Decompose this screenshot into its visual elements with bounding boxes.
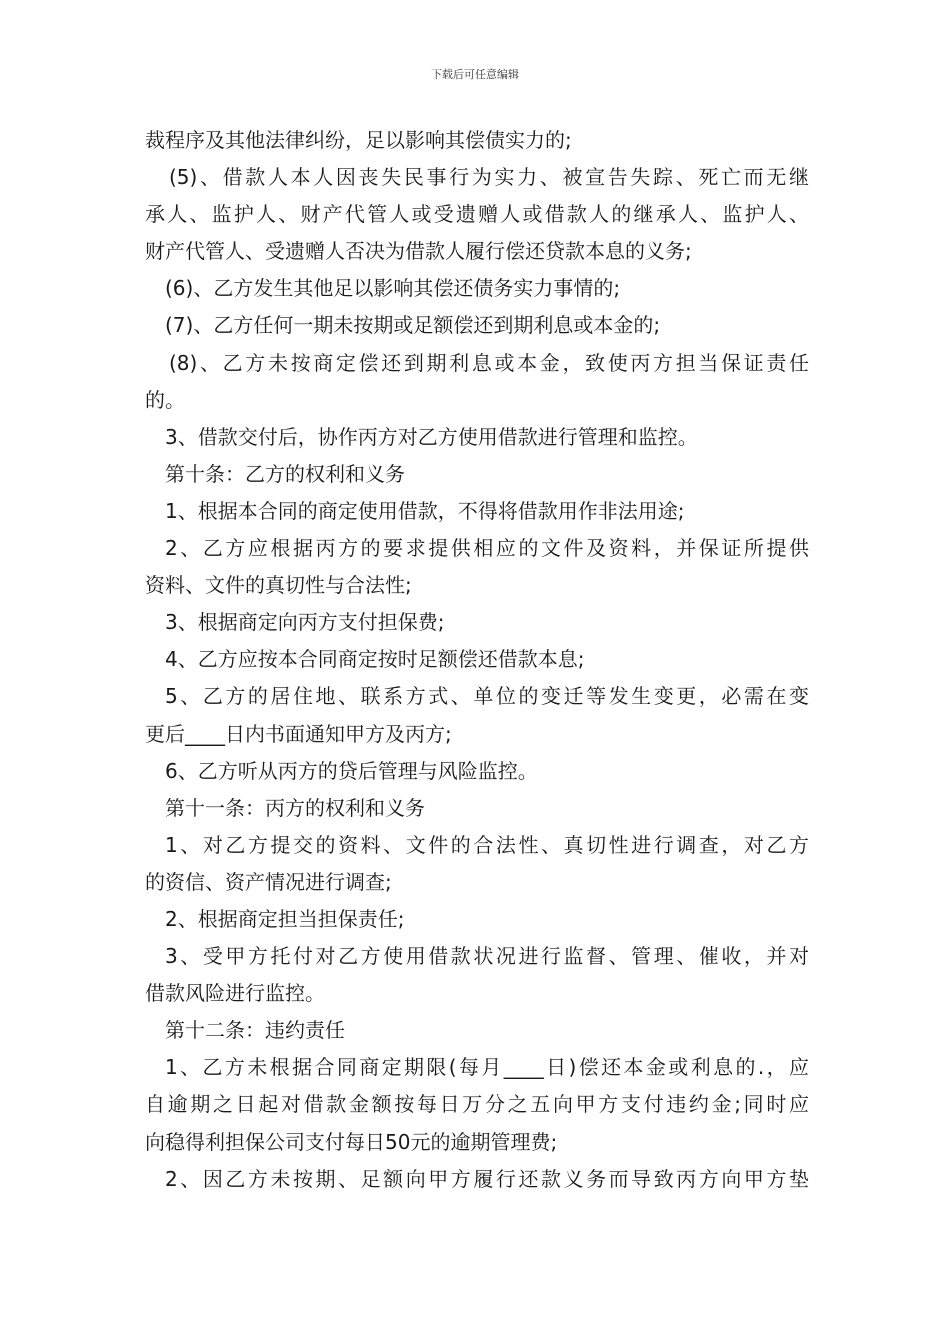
text-line: (6)、乙方发生其他足以影响其偿还债务实力事情的; [165, 276, 621, 301]
page-header: 下载后可任意编辑 [431, 68, 519, 81]
text-line: 1、对乙方提交的资料、文件的合法性、真切性进行调查，对乙方 [165, 832, 809, 857]
text-line: 2、乙方应根据丙方的要求提供相应的文件及资料，并保证所提供 [165, 536, 809, 561]
text-line: 3、借款交付后，协作丙方对乙方使用借款进行管理和监控。 [165, 424, 698, 449]
text-line: (7)、乙方任何一期未按期或足额偿还到期利息或本金的; [165, 313, 661, 338]
text-line: 向稳得利担保公司支付每日50元的逾期管理费; [145, 1129, 558, 1154]
text-line: 财产代管人、受遗赠人否决为借款人履行偿还贷款本息的义务; [145, 239, 692, 264]
text-line: (5)、借款人本人因丧失民事行为实力、被宣告失踪、死亡而无继 [169, 165, 809, 190]
text-line: 6、乙方听从丙方的贷后管理与风险监控。 [165, 758, 538, 783]
text-line: 2、因乙方未按期、足额向甲方履行还款义务而导致丙方向甲方垫 [165, 1166, 809, 1191]
text-line: 的。 [145, 387, 185, 412]
text-line: 裁程序及其他法律纠纷，足以影响其偿债实力的; [145, 128, 572, 152]
section-heading: 第十二条：违约责任 [165, 1018, 345, 1043]
text-line: 1、根据本合同的商定使用借款，不得将借款用作非法用途; [165, 498, 685, 523]
section-heading: 第十条：乙方的权利和义务 [165, 461, 405, 486]
text-line: 的资信、资产情况进行调查; [145, 869, 392, 894]
text-line: 自逾期之日起对借款金额按每日万分之五向甲方支付违约金;同时应 [145, 1092, 809, 1117]
text-line: 资料、文件的真切性与合法性; [145, 573, 412, 598]
text-line: 5、乙方的居住地、联系方式、单位的变迁等发生变更，必需在变 [165, 684, 809, 709]
document-body [145, 122, 809, 1198]
text-line: 3、受甲方托付对乙方使用借款状况进行监督、管理、催收，并对 [165, 944, 809, 969]
text-line: 更后____日内书面通知甲方及丙方; [145, 721, 452, 746]
text-line: 4、乙方应按本合同商定按时足额偿还借款本息; [165, 647, 585, 672]
text-line: 承人、监护人、财产代管人或受遗赠人或借款人的继承人、监护人、 [145, 202, 809, 227]
text-line: 1、乙方未根据合同商定期限(每月____日)偿还本金或利息的.，应 [165, 1055, 809, 1080]
text-line: (8)、乙方未按商定偿还到期利息或本金，致使丙方担当保证责任 [169, 350, 809, 375]
text-line: 2、根据商定担当担保责任; [165, 906, 405, 931]
text-line: 借款风险进行监控。 [145, 981, 325, 1006]
text-line: 3、根据商定向丙方支付担保费; [165, 610, 445, 635]
section-heading: 第十一条：丙方的权利和义务 [165, 795, 425, 820]
